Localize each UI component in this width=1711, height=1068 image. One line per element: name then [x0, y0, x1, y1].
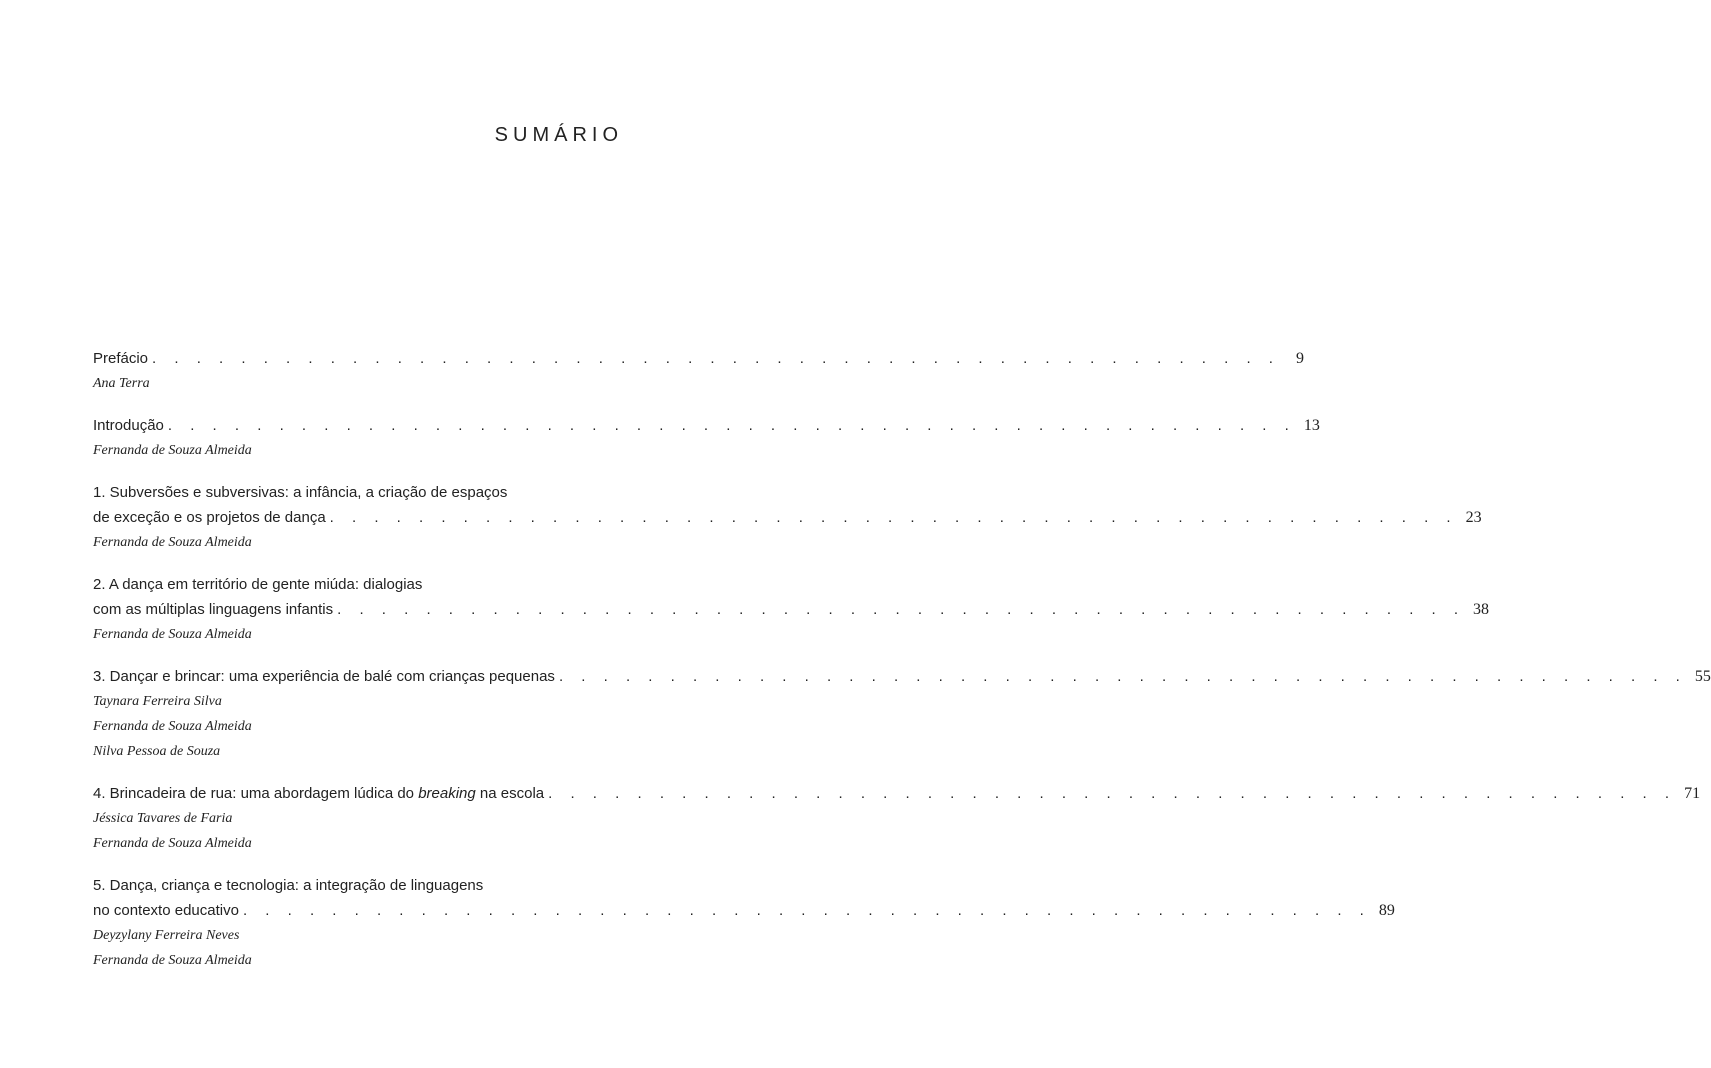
toc-entry-author: Fernanda de Souza Almeida: [93, 953, 252, 968]
toc-entry-title: Prefácio: [93, 350, 149, 367]
toc-entry-author: Fernanda de Souza Almeida: [93, 627, 252, 642]
toc-entry-title-emphasis: breaking: [418, 785, 476, 802]
toc-entry-title-part: na escola: [475, 785, 545, 802]
page-number: 23: [1465, 509, 1482, 526]
toc-entry-title-line: [93, 413, 1320, 438]
page-number: 9: [1295, 350, 1304, 367]
toc-entry-title-line: [93, 346, 1304, 371]
dot-leader: . . . . . . . . . . . . . . . . . . . . . . . . . . . . . . . . . . . . . . . . . . . . . . . . . . .: [337, 601, 1466, 618]
toc-entry-title: de exceção e os projetos de dança: [93, 509, 326, 526]
page-number: 71: [1684, 785, 1701, 802]
page-number: 13: [1303, 417, 1320, 434]
toc-entry-author: Nilva Pessoa de Souza: [93, 744, 221, 759]
toc-entry-title: com as múltiplas linguagens infantis: [93, 601, 334, 618]
toc-entry-title: 1. Subversões e subversivas: a infância, a criação de espaços: [93, 484, 508, 501]
toc-entry-author: Deyzylany Ferreira Neves: [93, 928, 240, 943]
toc-entry-author: Fernanda de Souza Almeida: [93, 719, 252, 734]
toc-entry: [93, 413, 1320, 463]
toc-entry-author: Fernanda de Souza Almeida: [93, 535, 252, 550]
dot-leader: . . . . . . . . . . . . . . . . . . . . . . . . . . . . . . . . . . . . . . . . . . . . . . . . . . .: [242, 902, 1371, 919]
dot-leader: . . . . . . . . . . . . . . . . . . . . . . . . . . . . . . . . . . . . . . . . . . . . . . . . . . .: [167, 417, 1296, 434]
toc-entry-author: Fernanda de Souza Almeida: [93, 443, 252, 458]
dot-leader: . . . . . . . . . . . . . . . . . . . . . . . . . . . . . . . . . . . . . . . . . . . . . . . . . . .: [558, 668, 1687, 685]
toc-entry-title: 2. A dança em território de gente miúda: dialogias: [93, 576, 423, 593]
page-title: SUMÁRIO: [494, 124, 623, 146]
toc-entry-title-part: 4. Brincadeira de rua: uma abordagem lúdica do: [93, 785, 419, 802]
toc-entry-title: 3. Dançar e brincar: uma experiência de balé com crianças pequenas: [93, 668, 555, 685]
page-number: 89: [1378, 902, 1395, 919]
toc-entry-author: Jéssica Tavares de Faria: [93, 811, 233, 826]
toc-entry-title: Introdução: [93, 417, 164, 434]
dot-leader: . . . . . . . . . . . . . . . . . . . . . . . . . . . . . . . . . . . . . . . . . . . . . . . . . . .: [548, 785, 1677, 802]
toc-entry: [93, 781, 1701, 856]
toc-entry-title-line-continued: [93, 572, 621, 597]
dot-leader: . . . . . . . . . . . . . . . . . . . . . . . . . . . . . . . . . . . . . . . . . . . . . . . . . . .: [152, 350, 1280, 367]
toc-entry: [93, 346, 1304, 396]
toc-entry-title-line: [93, 597, 1490, 622]
page-number: 38: [1473, 601, 1490, 618]
toc-entry-title-line-continued: [93, 873, 621, 898]
toc-entry: [93, 873, 1395, 973]
toc-entry-title-line-continued: [93, 480, 621, 505]
toc-entry-title-line: [93, 505, 1482, 530]
toc-entry-author: Ana Terra: [93, 376, 150, 391]
toc-entry-title: [93, 781, 544, 806]
toc-entry-title-line: [93, 664, 1711, 689]
table-of-contents: [93, 346, 1711, 990]
page-number: 55: [1694, 668, 1711, 685]
toc-entry-title: no contexto educativo: [93, 902, 239, 919]
toc-entry: [93, 572, 1490, 647]
dot-leader: . . . . . . . . . . . . . . . . . . . . . . . . . . . . . . . . . . . . . . . . . . . . . . . . . . .: [329, 509, 1458, 526]
toc-entry: [93, 664, 1711, 764]
toc-entry-author: Taynara Ferreira Silva: [93, 694, 222, 709]
toc-entry-title-line: [93, 898, 1395, 923]
toc-entry: [93, 480, 1482, 555]
toc-entry-author: Fernanda de Souza Almeida: [93, 836, 252, 851]
toc-entry-title: 5. Dança, criança e tecnologia: a integração de linguagens: [93, 877, 484, 894]
toc-entry-title-line: [93, 781, 1701, 806]
